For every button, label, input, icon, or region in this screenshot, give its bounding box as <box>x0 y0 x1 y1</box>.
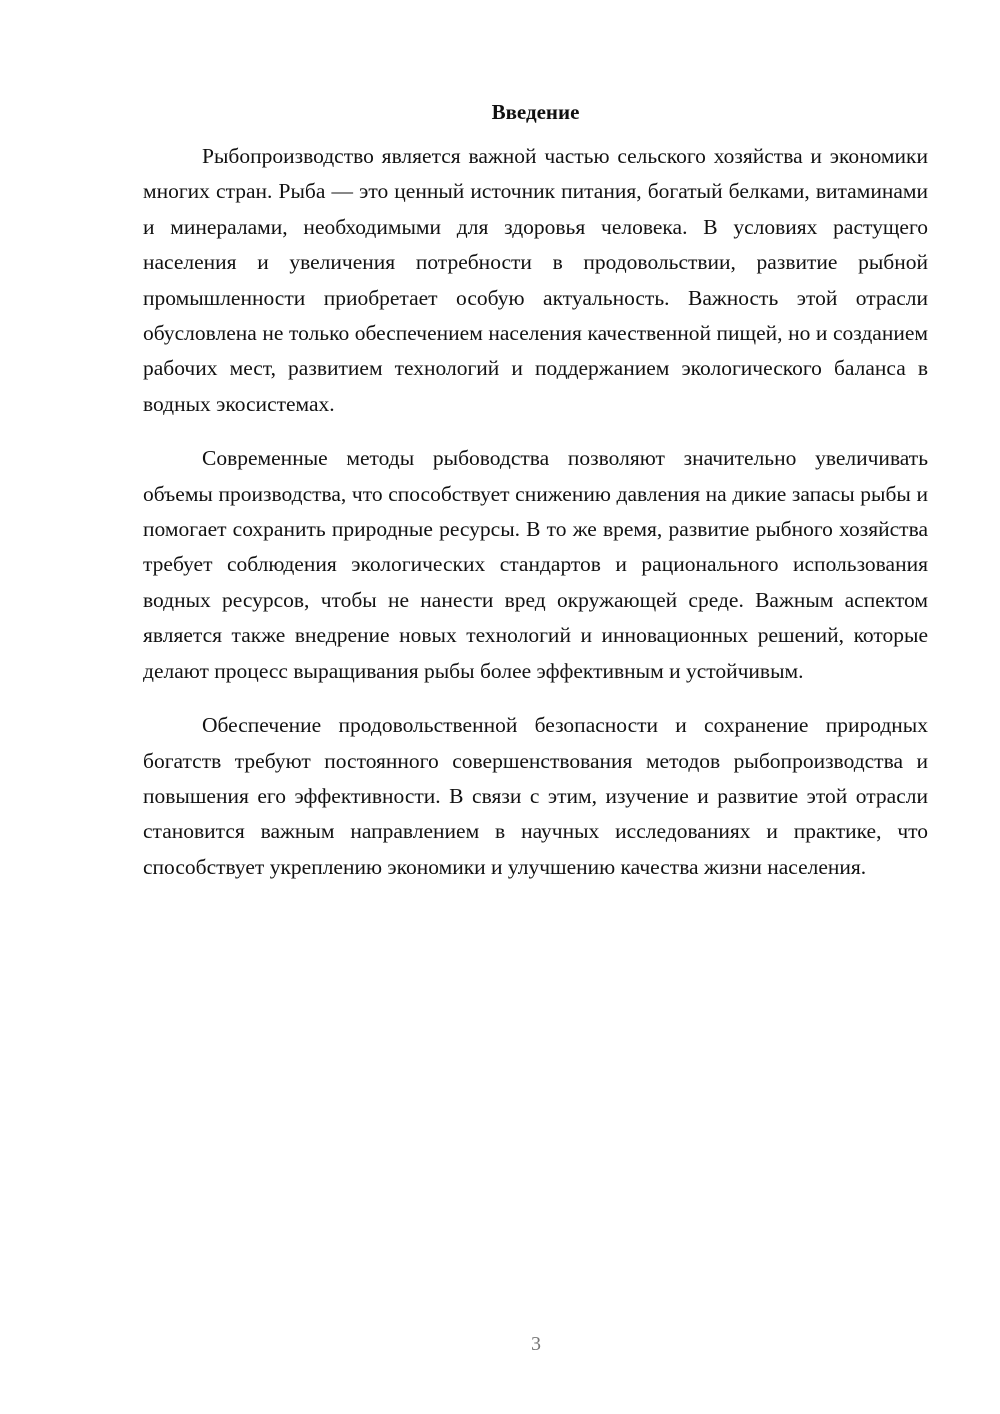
paragraph-2: Современные методы рыбоводства позволяют значительно увеличивать объемы производства, что способствует снижению давления на дикие запасы рыбы и помогает сохранить природные ресурсы. В то же время, развитие рыбного хозяйства требует соблюдения экологических стандартов и рационального использования водных ресурсов, чтобы не нанести вред окружающей среде. Важным аспектом является также внедрение новых технологий и инновационных решений, которые делают процесс выращивания рыбы более эффективным и устойчивым. <box>143 446 928 683</box>
paragraph-3: Обеспечение продовольственной безопасности и сохранение природных богатств требуют постоянного совершенствования методов рыбопроизводства и повышения его эффективности. В связи с этим, изучение и развитие этой отрасли становится важным направлением в научных исследованиях и практике, что способствует укреплению экономики и улучшению качества жизни населения. <box>143 713 928 879</box>
page-content <box>143 98 928 904</box>
page-number: 3 <box>531 1333 541 1355</box>
section-title: Введение <box>491 100 580 124</box>
paragraph-1: Рыбопроизводство является важной частью сельского хозяйства и экономики многих стран. Рыба — это ценный источник питания, богатый белками, витаминами и минералами, необходимыми для здоровья человека. В условиях растущего населения и увеличения потребности в продовольствии, развитие рыбной промышленности приобретает особую актуальность. Важность этой отрасли обусловлена не только обеспечением населения качественной пищей, но и созданием рабочих мест, развитием технологий и поддержанием экологического баланса в водных экосистемах. <box>143 144 928 416</box>
